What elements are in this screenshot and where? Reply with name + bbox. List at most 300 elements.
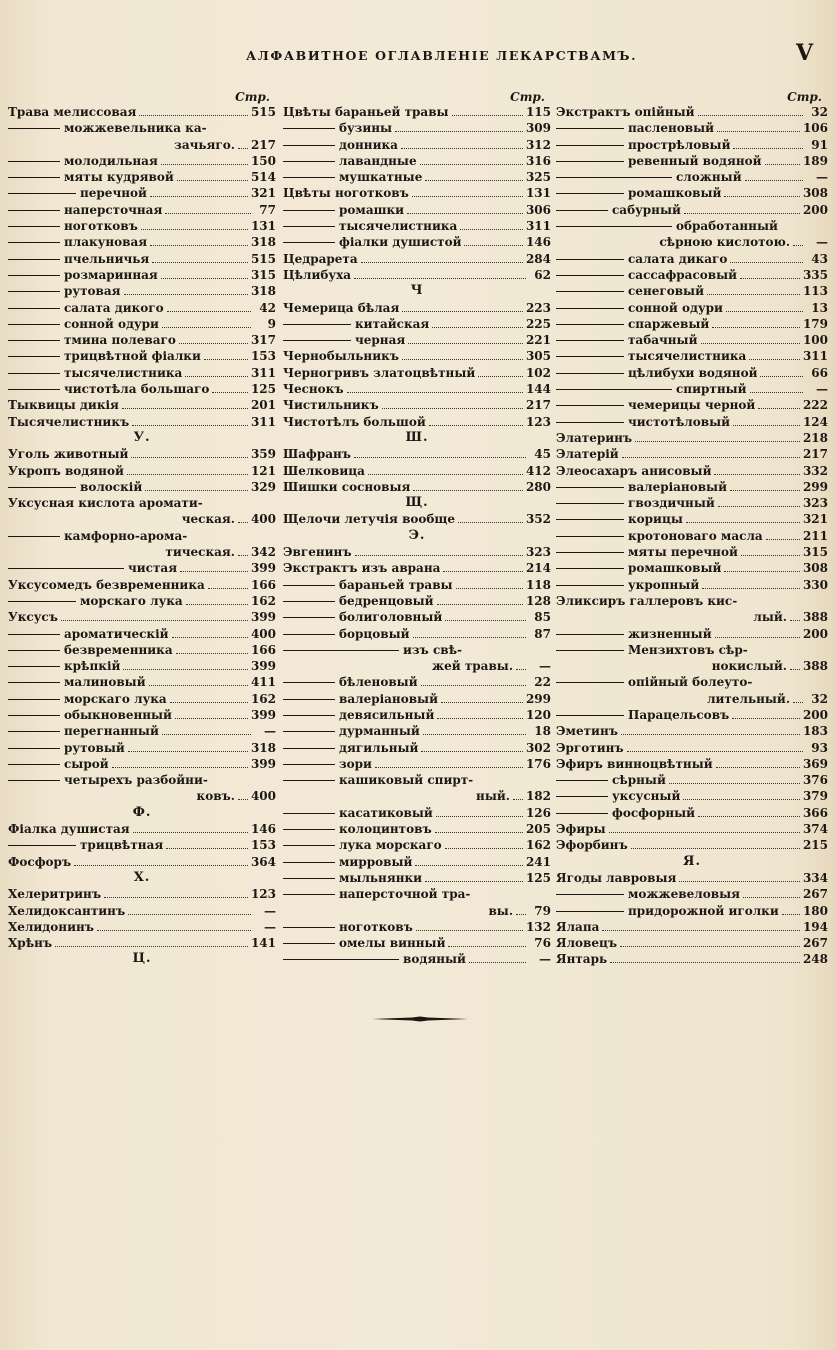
index-entry-continuation xyxy=(8,788,276,804)
entry-name: валеріановый xyxy=(628,479,727,494)
index-entry xyxy=(283,511,551,527)
ditto-dash xyxy=(8,218,60,234)
entry-name: Шафранъ xyxy=(283,447,351,462)
page-reference: 189 xyxy=(802,153,828,168)
leader-dots xyxy=(718,496,800,507)
leader-dots xyxy=(412,186,523,197)
index-entry xyxy=(8,772,276,788)
leader-dots xyxy=(622,447,800,458)
entry-name: малиновый xyxy=(64,675,146,690)
index-entry xyxy=(556,185,828,201)
ditto-dash xyxy=(8,153,60,169)
page-reference: — xyxy=(539,952,551,967)
entry-name: трицвѣтной фіалки xyxy=(64,349,201,364)
ditto-dash xyxy=(556,903,624,919)
page-reference: — xyxy=(816,170,828,185)
index-entry xyxy=(8,463,276,479)
entry-name: наперсточная xyxy=(64,202,163,217)
leader-dots xyxy=(448,936,526,947)
page-reference: 9 xyxy=(267,316,276,331)
ditto-dash xyxy=(8,658,60,674)
index-entry xyxy=(283,251,551,267)
leader-dots xyxy=(97,920,251,931)
index-entry xyxy=(283,560,551,576)
leader-dots xyxy=(238,512,248,523)
leader-dots xyxy=(443,561,523,572)
index-entry xyxy=(8,837,276,853)
ditto-dash xyxy=(283,316,351,332)
entry-name: бедренцовый xyxy=(339,593,434,608)
page-reference: — xyxy=(539,659,551,674)
leader-dots xyxy=(150,235,248,246)
index-entry xyxy=(283,137,551,153)
leader-dots xyxy=(429,415,523,426)
leader-dots xyxy=(122,398,248,409)
page-reference: 400 xyxy=(250,512,276,527)
leader-dots xyxy=(423,724,526,735)
ditto-dash xyxy=(556,137,624,153)
ditto-dash xyxy=(8,756,60,772)
index-entry xyxy=(8,626,276,642)
page-reference: 176 xyxy=(525,756,551,771)
page-reference: 42 xyxy=(259,300,276,315)
entry-name: мяты кудрявой xyxy=(64,170,174,185)
entry-name: лый. xyxy=(753,610,787,625)
entry-name: обыкновенный xyxy=(64,707,172,722)
leader-dots xyxy=(620,936,800,947)
leader-dots xyxy=(730,252,803,263)
index-entry xyxy=(556,479,828,495)
entry-name: тмина полеваго xyxy=(64,333,176,348)
leader-dots xyxy=(238,545,248,556)
index-entry xyxy=(556,837,828,853)
page-reference: 267 xyxy=(802,887,828,902)
index-entry xyxy=(283,316,551,332)
index-entry-continuation xyxy=(556,234,828,250)
entry-name: Хелеритринъ xyxy=(8,887,102,902)
index-column-3 xyxy=(556,90,828,968)
ditto-dash xyxy=(556,267,624,283)
page-reference: 144 xyxy=(525,382,551,397)
page-reference: 13 xyxy=(811,300,828,315)
entry-name: Тысячелистникъ xyxy=(8,414,130,429)
page-reference: 399 xyxy=(250,561,276,576)
index-entry xyxy=(8,854,276,870)
page-reference: 318 xyxy=(250,235,276,250)
entry-name: сырой xyxy=(64,756,109,771)
leader-dots xyxy=(162,724,251,735)
page-reference: 318 xyxy=(250,740,276,755)
entry-name: Экстрактъ опійный xyxy=(556,105,695,119)
page-reference: 411 xyxy=(250,675,276,690)
leader-dots xyxy=(698,806,800,817)
leader-dots xyxy=(445,610,526,621)
ditto-dash xyxy=(8,528,60,544)
ditto-dash xyxy=(8,691,60,707)
index-entry xyxy=(556,560,828,576)
entry-name: водяный xyxy=(403,952,466,967)
index-entry xyxy=(283,837,551,853)
entry-name: можжевельника ка- xyxy=(64,121,207,136)
page-reference: — xyxy=(264,919,276,934)
leader-dots xyxy=(179,333,248,344)
index-entry xyxy=(283,740,551,756)
index-entry xyxy=(8,740,276,756)
index-entry xyxy=(8,821,276,837)
ditto-dash xyxy=(556,185,624,201)
entry-name: ромашковый xyxy=(628,561,722,576)
entry-name: сѣрною кислотою. xyxy=(659,235,790,250)
leader-dots xyxy=(679,871,800,882)
entry-name: Чистотѣлъ большой xyxy=(283,414,426,429)
page-reference: 146 xyxy=(250,822,276,837)
entry-name: чистотѣла большаго xyxy=(64,382,210,397)
page-reference: 205 xyxy=(525,822,551,837)
page-reference: 315 xyxy=(802,545,828,560)
page-reference: 153 xyxy=(250,349,276,364)
entry-name: прострѣловый xyxy=(628,137,731,152)
ditto-dash xyxy=(556,218,672,234)
page-reference: 45 xyxy=(534,447,551,462)
page-reference: — xyxy=(816,382,828,397)
entry-name: морскаго лука xyxy=(80,593,183,608)
ditto-dash xyxy=(556,316,624,332)
page-reference: 131 xyxy=(525,186,551,201)
ditto-dash xyxy=(556,283,624,299)
page-reference: 400 xyxy=(250,789,276,804)
ditto-dash xyxy=(283,935,335,951)
leader-dots xyxy=(176,643,248,654)
entry-name: сѣрный xyxy=(612,773,666,788)
page-reference: 120 xyxy=(525,707,551,722)
leader-dots xyxy=(701,333,800,344)
page-reference: 305 xyxy=(525,349,551,364)
entry-name: сенеговый xyxy=(628,284,704,299)
letter-heading: У. xyxy=(133,429,151,445)
page-reference: 150 xyxy=(250,153,276,168)
index-entry xyxy=(8,381,276,397)
leader-dots xyxy=(165,203,251,214)
index-entry xyxy=(8,495,276,511)
entry-name: мушкатные xyxy=(339,170,423,185)
entry-name: Уксусная кислота аромати- xyxy=(8,496,203,511)
index-entry xyxy=(283,805,551,821)
leader-dots xyxy=(180,561,248,572)
page-reference: 126 xyxy=(525,805,551,820)
index-entry xyxy=(8,446,276,462)
entry-name: Хелидонинъ xyxy=(8,919,94,934)
entry-name: зори xyxy=(339,756,372,771)
index-entry xyxy=(283,544,551,560)
entry-name: Уксусомедъ безвременника xyxy=(8,577,205,592)
entry-name: Черногривъ златоцвѣтный xyxy=(283,365,476,380)
leader-dots xyxy=(421,675,526,686)
entry-name: Хрѣнъ xyxy=(8,936,53,951)
leader-dots xyxy=(133,822,248,833)
index-entry xyxy=(283,446,551,462)
index-entry xyxy=(556,104,828,120)
leader-dots xyxy=(167,301,251,312)
leader-dots xyxy=(469,952,526,963)
index-entry-continuation xyxy=(556,609,828,625)
entry-name: опійный болеуто- xyxy=(628,675,753,690)
entry-name: бѣленовый xyxy=(339,675,418,690)
entry-name: Шелковица xyxy=(283,463,365,478)
entry-name: сабурный xyxy=(612,202,681,217)
index-entry xyxy=(8,609,276,625)
entry-name: Эфиры xyxy=(556,822,606,837)
leader-dots xyxy=(684,203,800,214)
entry-name: девясильный xyxy=(339,707,435,722)
leader-dots xyxy=(402,349,523,360)
page-reference: 87 xyxy=(534,626,551,641)
entry-name: Чернобыльникъ xyxy=(283,349,399,364)
entry-name: ревенный водяной xyxy=(628,153,762,168)
page-reference: 131 xyxy=(250,219,276,234)
index-entry xyxy=(556,788,828,804)
index-entry-continuation xyxy=(8,137,276,153)
page-reference: 312 xyxy=(525,137,551,152)
leader-dots xyxy=(150,186,248,197)
page-reference: 125 xyxy=(525,870,551,885)
ditto-dash xyxy=(8,202,60,218)
leader-dots xyxy=(361,252,523,263)
letter-heading: Ц. xyxy=(132,951,152,967)
leader-dots xyxy=(602,920,800,931)
ditto-dash xyxy=(8,593,76,609)
entry-name: Эфиръ виннoцвѣтный xyxy=(556,756,713,771)
ditto-dash xyxy=(8,626,60,642)
index-entry xyxy=(556,137,828,153)
leader-dots xyxy=(437,594,523,605)
index-entry xyxy=(283,348,551,364)
entry-name: Уксусъ xyxy=(8,610,58,625)
ditto-dash xyxy=(8,381,60,397)
index-entry xyxy=(8,348,276,364)
index-entry xyxy=(8,593,276,609)
leader-dots xyxy=(413,627,526,638)
page-reference: 379 xyxy=(802,789,828,804)
index-entry xyxy=(8,267,276,283)
entry-name: четырехъ разбойни- xyxy=(64,773,208,788)
entry-name: Трава мелиссовая xyxy=(8,105,137,119)
entry-name: борцовый xyxy=(339,626,410,641)
index-entry xyxy=(283,397,551,413)
page-reference: 211 xyxy=(802,528,828,543)
leader-dots xyxy=(740,268,800,279)
entry-name: Шишки сосновыя xyxy=(283,479,411,494)
entry-name: мяты перечной xyxy=(628,545,738,560)
entry-name: пчельничья xyxy=(64,251,150,266)
page-reference: 166 xyxy=(250,642,276,657)
leader-dots xyxy=(131,447,248,458)
page-reference: 66 xyxy=(811,365,828,380)
entry-name: Ялапа xyxy=(556,919,600,934)
page-reference: 102 xyxy=(525,365,551,380)
leader-dots xyxy=(683,789,800,800)
entry-name: Эметинъ xyxy=(556,724,618,739)
index-entry xyxy=(283,104,551,120)
ditto-dash xyxy=(556,577,624,593)
page-reference: 359 xyxy=(250,447,276,462)
entry-name: Тыквицы дикія xyxy=(8,398,119,413)
entry-name: донника xyxy=(339,137,398,152)
leader-dots xyxy=(401,138,523,149)
entry-name: Щелочи летучія вообще xyxy=(283,512,456,527)
index-entry xyxy=(8,674,276,690)
index-entry xyxy=(556,348,828,364)
page-reference: 43 xyxy=(811,251,828,266)
entry-name: ковъ. xyxy=(196,789,235,804)
page-reference: 318 xyxy=(250,284,276,299)
index-entry xyxy=(8,707,276,723)
index-entry xyxy=(8,316,276,332)
ditto-dash xyxy=(283,870,335,886)
index-entry-continuation xyxy=(556,691,828,707)
entry-name: Цвѣты ноготковъ xyxy=(283,186,409,201)
page-reference: 79 xyxy=(534,903,551,918)
index-entry xyxy=(283,886,551,902)
entry-name: лительный. xyxy=(707,691,790,706)
entry-name: Чистильникъ xyxy=(283,398,379,413)
index-entry xyxy=(8,658,276,674)
leader-dots xyxy=(464,235,522,246)
index-entry xyxy=(283,153,551,169)
page-reference: 299 xyxy=(525,691,551,706)
index-entry xyxy=(8,479,276,495)
entry-name: дурманный xyxy=(339,724,420,739)
ditto-dash xyxy=(8,300,60,316)
page-reference: 201 xyxy=(250,398,276,413)
index-column-2 xyxy=(283,90,551,968)
entry-name: фосфорный xyxy=(612,805,696,820)
index-entry xyxy=(283,593,551,609)
ditto-dash xyxy=(8,169,60,185)
index-entry xyxy=(283,577,551,593)
index-entry xyxy=(283,169,551,185)
ditto-dash xyxy=(283,821,335,837)
page-reference: 182 xyxy=(525,789,551,804)
leader-dots xyxy=(733,138,803,149)
leader-dots xyxy=(749,349,800,360)
entry-name: Экстрактъ изъ аврана xyxy=(283,561,441,576)
ditto-dash xyxy=(556,479,624,495)
entry-name: тысячелистника xyxy=(628,349,747,364)
entry-name: ароматическій xyxy=(64,626,169,641)
leader-dots xyxy=(124,284,248,295)
page-reference: 215 xyxy=(802,838,828,853)
page-reference: 125 xyxy=(250,382,276,397)
letter-heading: Ф. xyxy=(132,804,152,820)
leader-dots xyxy=(702,578,800,589)
page-reference: 146 xyxy=(525,235,551,250)
entry-name: Элеосахаръ анисовый xyxy=(556,463,712,478)
index-entry xyxy=(556,511,828,527)
page-reference: 329 xyxy=(250,479,276,494)
ditto-dash xyxy=(556,495,624,511)
entry-name: лавандные xyxy=(339,153,417,168)
entry-name: чемерицы черной xyxy=(628,398,756,413)
leader-dots xyxy=(717,121,800,132)
ditto-dash xyxy=(283,740,335,756)
index-entry xyxy=(283,202,551,218)
entry-name: гвоздичный xyxy=(628,496,715,511)
leader-dots xyxy=(733,415,800,426)
page-reference: 399 xyxy=(250,756,276,771)
index-entry xyxy=(283,120,551,136)
index-entry xyxy=(8,935,276,951)
index-entry xyxy=(8,397,276,413)
page-reference: 399 xyxy=(250,659,276,674)
entry-name: болиголовный xyxy=(339,610,443,625)
entry-name: Цѣлибуха xyxy=(283,267,352,282)
ditto-dash xyxy=(556,642,624,658)
page-reference: 334 xyxy=(802,870,828,885)
page-reference: 388 xyxy=(802,659,828,674)
ditto-dash xyxy=(556,886,624,902)
page-reference: 399 xyxy=(250,610,276,625)
entry-name: тысячелистника xyxy=(339,219,458,234)
ditto-dash xyxy=(283,919,335,935)
page-reference: 180 xyxy=(802,903,828,918)
leader-dots xyxy=(208,578,248,589)
page-reference: 200 xyxy=(802,707,828,722)
page-reference: 280 xyxy=(525,479,551,494)
leader-dots xyxy=(758,398,800,409)
leader-dots xyxy=(425,170,523,181)
entry-name: Эвгенинъ xyxy=(283,545,352,560)
entry-name: жей травы. xyxy=(432,659,513,674)
entry-name: можжевеловыя xyxy=(628,887,740,902)
page-reference: 76 xyxy=(534,936,551,951)
ditto-dash xyxy=(556,707,624,723)
leader-dots xyxy=(716,757,800,768)
page-reference: 342 xyxy=(250,545,276,560)
leader-dots xyxy=(609,822,800,833)
leader-dots xyxy=(730,480,800,491)
page-reference: 321 xyxy=(802,512,828,527)
page-reference: 311 xyxy=(525,219,551,234)
entry-name: рутовый xyxy=(64,740,125,755)
index-entry xyxy=(283,674,551,690)
entry-name: безвременника xyxy=(64,642,173,657)
index-entry xyxy=(8,153,276,169)
ditto-dash xyxy=(283,577,335,593)
ditto-dash xyxy=(556,528,624,544)
index-entry xyxy=(8,120,276,136)
leader-dots xyxy=(478,366,523,377)
index-entry xyxy=(8,104,276,120)
index-entry xyxy=(556,886,828,902)
index-entry xyxy=(556,674,828,690)
ditto-dash xyxy=(283,234,335,250)
index-entry xyxy=(8,691,276,707)
leader-dots xyxy=(631,838,800,849)
entry-name: Парацельсовъ xyxy=(628,707,730,722)
entry-name: Яловецъ xyxy=(556,936,618,951)
ditto-dash xyxy=(283,332,351,348)
leader-dots xyxy=(185,366,248,377)
page-reference: 141 xyxy=(250,936,276,951)
leader-dots xyxy=(452,105,523,116)
index-entry xyxy=(283,642,551,658)
leader-dots xyxy=(186,594,248,605)
index-entry xyxy=(556,267,828,283)
entry-name: сассафрасовый xyxy=(628,267,738,282)
leader-dots xyxy=(698,105,803,116)
end-ornament xyxy=(372,1016,468,1022)
index-entry xyxy=(283,267,551,283)
